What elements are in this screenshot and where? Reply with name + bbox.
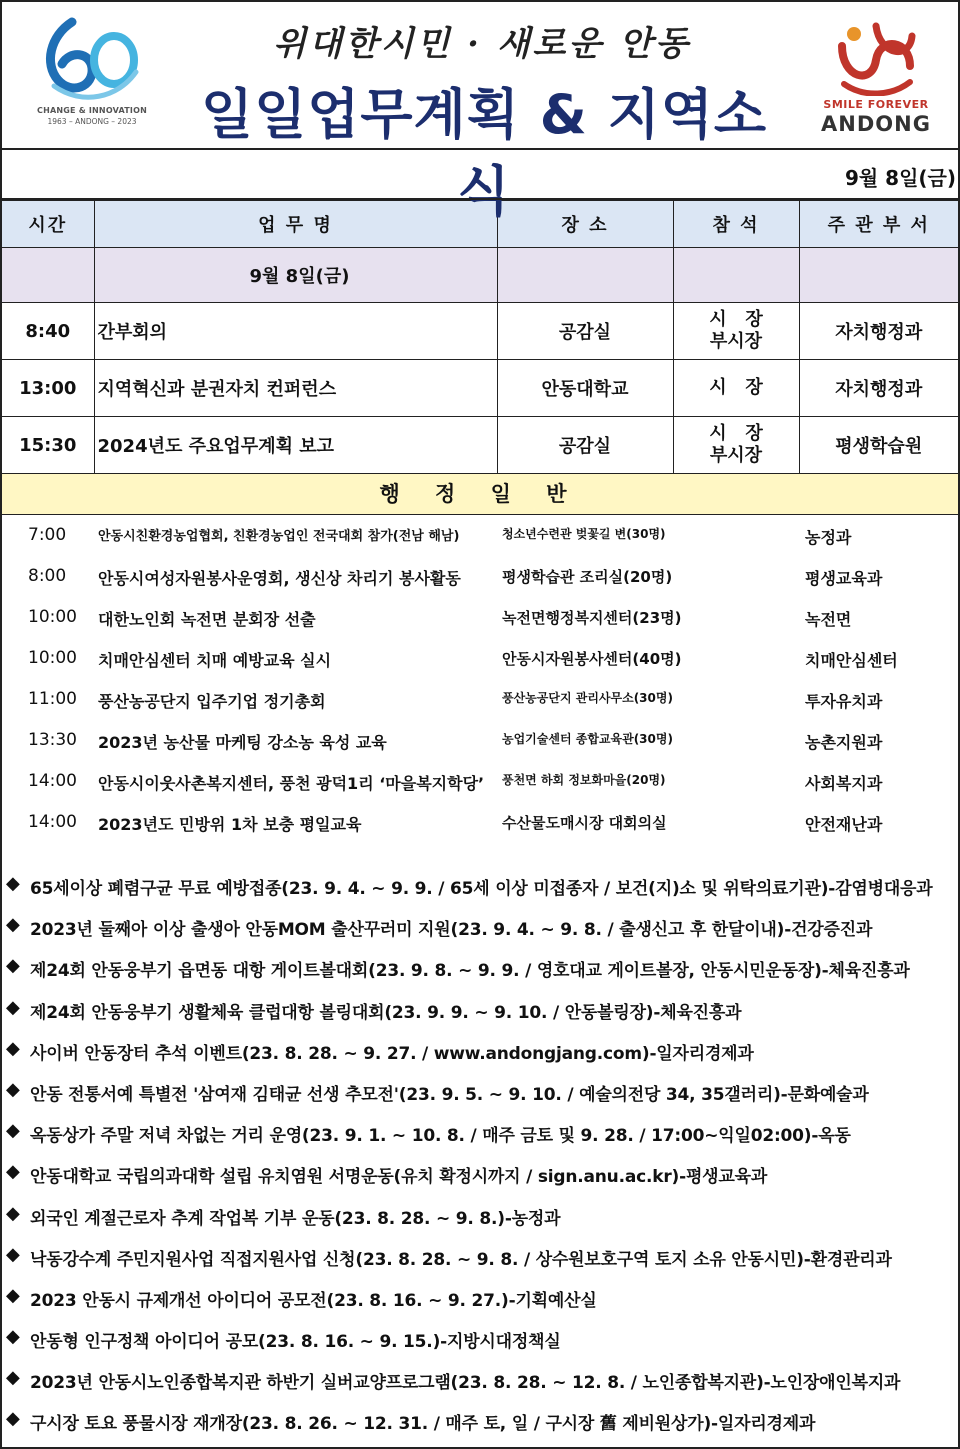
bullet-diamond-icon: ◆ <box>6 1326 20 1348</box>
date-label: 9월 8일(금) <box>844 166 956 190</box>
header-time: 시간 <box>2 201 94 248</box>
bullet-diamond-icon: ◆ <box>6 1037 20 1059</box>
notice-item <box>2 988 958 1029</box>
page-title: 일일업무계획 & 지역소식 <box>200 83 768 223</box>
row-dept: 평생학습원 <box>799 417 958 474</box>
list-item <box>2 556 958 597</box>
header-attend: 참 석 <box>673 201 799 248</box>
schedule-table <box>2 200 958 474</box>
notice-text: 안동대학교 국립의과대학 설립 유치염원 서명운동(유치 확정시까지 / sign.anu.ac.kr)-평생교육과 <box>30 1167 768 1188</box>
attend-line-1: 시 장 <box>709 309 763 330</box>
notice-item <box>2 1317 958 1358</box>
notice-item <box>2 1399 958 1440</box>
row-dept: 자치행정과 <box>799 303 958 360</box>
row-time: 8:40 <box>2 303 94 360</box>
row-time: 13:00 <box>2 360 94 417</box>
item-place: 수산물도매시장 대회의실 <box>502 814 667 832</box>
item-dept: 투자유치과 <box>805 692 883 711</box>
list-item <box>2 638 958 679</box>
notice-item <box>2 864 958 905</box>
notice-text: 제24회 안동웅부기 읍면동 대항 게이트볼대회(23. 9. 8. ~ 9. 9. / 영호대교 게이트볼장, 안동시민운동장)-체육진흥과 <box>30 961 910 982</box>
row-place: 안동대학교 <box>497 360 673 417</box>
row-task: 지역혁신과 분권자치 컨퍼런스 <box>94 360 497 417</box>
notice-text: 안동 전통서예 특별전 '삼여재 김태균 선생 추모전'(23. 9. 5. ~ 9. 10. / 예술의전당 34, 35갤러리)-문화예술과 <box>30 1084 869 1105</box>
item-dept: 치매안심센터 <box>805 651 898 670</box>
notice-item <box>2 905 958 946</box>
item-time: 8:00 <box>28 566 67 586</box>
date-row <box>2 150 958 200</box>
notice-text: 외국인 계절근로자 추계 작업복 기부 운동(23. 8. 28. ~ 9. 8.)-농정과 <box>30 1208 561 1229</box>
andong-city-logo-icon <box>814 16 938 96</box>
logo-name: ANDONG <box>821 112 931 136</box>
header-task: 업 무 명 <box>94 201 497 248</box>
list-item <box>2 597 958 638</box>
list-item <box>2 679 958 720</box>
header-dept: 주 관 부 서 <box>799 201 958 248</box>
item-time: 10:00 <box>28 648 77 668</box>
logo-line-2: 1963 – ANDONG – 2023 <box>47 117 137 126</box>
attend-line-2: 부시장 <box>709 445 763 466</box>
row-attend <box>673 417 799 474</box>
notice-item <box>2 946 958 987</box>
item-time: 14:00 <box>28 812 77 832</box>
item-time: 10:00 <box>28 607 77 627</box>
item-time: 14:00 <box>28 771 77 791</box>
notice-text: 2023년 둘째아 이상 출생아 안동MOM 출산꾸러미 지원(23. 9. 4. ~ 9. 8. / 출생신고 후 한달이내)-건강증진과 <box>30 920 873 941</box>
item-task: 2023년도 민방위 1차 보충 평일교육 <box>98 815 362 834</box>
row-dept: 자치행정과 <box>799 360 958 417</box>
row-attend <box>673 360 799 417</box>
notice-text: 사이버 안동장터 추석 이벤트(23. 8. 28. ~ 9. 27. / www.andongjang.com)-일자리경제과 <box>30 1043 754 1064</box>
item-time: 13:30 <box>28 730 77 750</box>
bullet-diamond-icon: ◆ <box>6 1161 20 1183</box>
item-task: 치매안심센터 치매 예방교육 실시 <box>98 651 332 670</box>
bullet-diamond-icon: ◆ <box>6 1120 20 1142</box>
item-place: 청소년수련관 벚꽃길 변(30명) <box>502 527 666 541</box>
logo-line-1: CHANGE & INNOVATION <box>37 106 147 115</box>
item-place: 농업기술센터 종합교육관(30명) <box>502 732 673 746</box>
notice-text: 65세이상 폐렴구균 무료 예방접종(23. 9. 4. ~ 9. 9. / 65세 이상 미접종자 / 보건(지)소 및 위탁의료기관)-감염병대응과 <box>30 879 933 899</box>
item-dept: 안전재난과 <box>805 815 883 834</box>
notice-item <box>2 1358 958 1399</box>
list-item <box>2 515 958 556</box>
notice-list <box>2 864 958 1441</box>
item-task: 안동시이웃사촌복지센터, 풍천 광덕1리 ‘마을복지학당’ <box>98 774 485 793</box>
anniversary-logo <box>32 14 152 134</box>
bullet-diamond-icon: ◆ <box>6 873 20 894</box>
bullet-diamond-icon: ◆ <box>6 1284 20 1306</box>
item-dept: 사회복지과 <box>805 774 883 793</box>
notice-text: 낙동강수계 주민지원사업 직접지원사업 신청(23. 8. 28. ~ 9. 8. / 상수원보호구역 토지 소유 안동시민)-환경관리과 <box>30 1249 892 1270</box>
item-place: 녹전면행정복지센터(23명) <box>502 609 682 627</box>
table-row <box>2 303 958 360</box>
notice-text: 제24회 안동웅부기 생활체육 클럽대항 볼링대회(23. 9. 9. ~ 9. 10. / 안동볼링장)-체육진흥과 <box>30 1002 742 1023</box>
row-time: 15:30 <box>2 417 94 474</box>
notice-item <box>2 1070 958 1111</box>
item-place: 풍산농공단지 관리사무소(30명) <box>502 691 673 705</box>
notice-item <box>2 1029 958 1070</box>
60th-anniversary-logo-icon <box>32 14 152 106</box>
table-row <box>2 360 958 417</box>
list-item <box>2 802 958 843</box>
item-dept: 평생교육과 <box>805 569 883 588</box>
row-attend <box>673 303 799 360</box>
notice-text: 안동형 인구정책 아이디어 공모(23. 8. 16. ~ 9. 15.)-지방시대정책실 <box>30 1332 561 1353</box>
row-place: 공감실 <box>497 417 673 474</box>
row-task: 간부회의 <box>94 303 497 360</box>
notice-item <box>2 1152 958 1193</box>
bullet-diamond-icon: ◆ <box>6 914 20 936</box>
bullet-diamond-icon: ◆ <box>6 1408 20 1430</box>
item-time: 11:00 <box>28 689 77 709</box>
item-task: 2023년 농산물 마케팅 강소농 육성 교육 <box>98 733 387 752</box>
slogan: 위대한시민 · 새로운 안동 <box>273 24 691 64</box>
row-task: 2024년도 주요업무계획 보고 <box>94 417 497 474</box>
date-subheader-row <box>2 248 958 303</box>
notice-item <box>2 1276 958 1317</box>
item-time: 7:00 <box>28 525 67 545</box>
bullet-diamond-icon: ◆ <box>6 996 20 1018</box>
attend-line-1: 시 장 <box>709 377 763 398</box>
andong-logo <box>814 16 938 140</box>
item-dept: 녹전면 <box>805 610 852 629</box>
bullet-diamond-icon: ◆ <box>6 1202 20 1224</box>
item-place: 안동시자원봉사센터(40명) <box>502 650 682 668</box>
list-item <box>2 761 958 802</box>
attend-line-1: 시 장 <box>709 423 763 444</box>
item-task: 안동시친환경농업협회, 친환경농업인 전국대회 참가(전남 해남) <box>98 529 460 544</box>
bullet-diamond-icon: ◆ <box>6 1243 20 1265</box>
row-place: 공감실 <box>497 303 673 360</box>
bullet-diamond-icon: ◆ <box>6 1367 20 1389</box>
bullet-diamond-icon: ◆ <box>6 955 20 977</box>
notice-text: 옥동상가 주말 저녁 차없는 거리 운영(23. 9. 1. ~ 10. 8. / 매주 금토 및 9. 28. / 17:00~익일02:00)-옥동 <box>30 1126 851 1147</box>
item-task: 풍산농공단지 입주기업 정기총회 <box>98 692 326 711</box>
general-heading: 행 정 일 반 <box>2 474 958 515</box>
schedule-date: 9월 8일(금) <box>94 248 497 303</box>
notice-item <box>2 1111 958 1152</box>
item-task: 안동시여성자원봉사운영회, 생신상 차리기 봉사활동 <box>98 569 461 588</box>
item-dept: 농촌지원과 <box>805 733 883 752</box>
notice-item <box>2 1235 958 1276</box>
notice-text: 2023 안동시 규제개선 아이디어 공모전(23. 8. 16. ~ 9. 27.)-기획예산실 <box>30 1290 597 1311</box>
notice-text: 2023년 안동시노인종합복지관 하반기 실버교양프로그램(23. 8. 28. ~ 12. 8. / 노인종합복지관)-노인장애인복지과 <box>30 1373 901 1394</box>
item-place: 풍천면 하회 정보화마을(20명) <box>502 773 666 787</box>
general-list <box>2 515 958 845</box>
attend-line-2: 부시장 <box>709 331 763 352</box>
item-dept: 농정과 <box>805 528 852 547</box>
table-row <box>2 417 958 474</box>
header-place: 장 소 <box>497 201 673 248</box>
list-item <box>2 720 958 761</box>
notice-item <box>2 1194 958 1235</box>
notice-text: 구시장 토요 풍물시장 재개장(23. 8. 26. ~ 12. 31. / 매주 토, 일 / 구시장 舊 제비원상가)-일자리경제과 <box>30 1414 816 1435</box>
logo-tagline: SMILE FOREVER <box>823 98 929 111</box>
item-task: 대한노인회 녹전면 분회장 선출 <box>98 610 316 629</box>
item-place: 평생학습관 조리실(20명) <box>502 568 673 586</box>
bullet-diamond-icon: ◆ <box>6 1078 20 1100</box>
